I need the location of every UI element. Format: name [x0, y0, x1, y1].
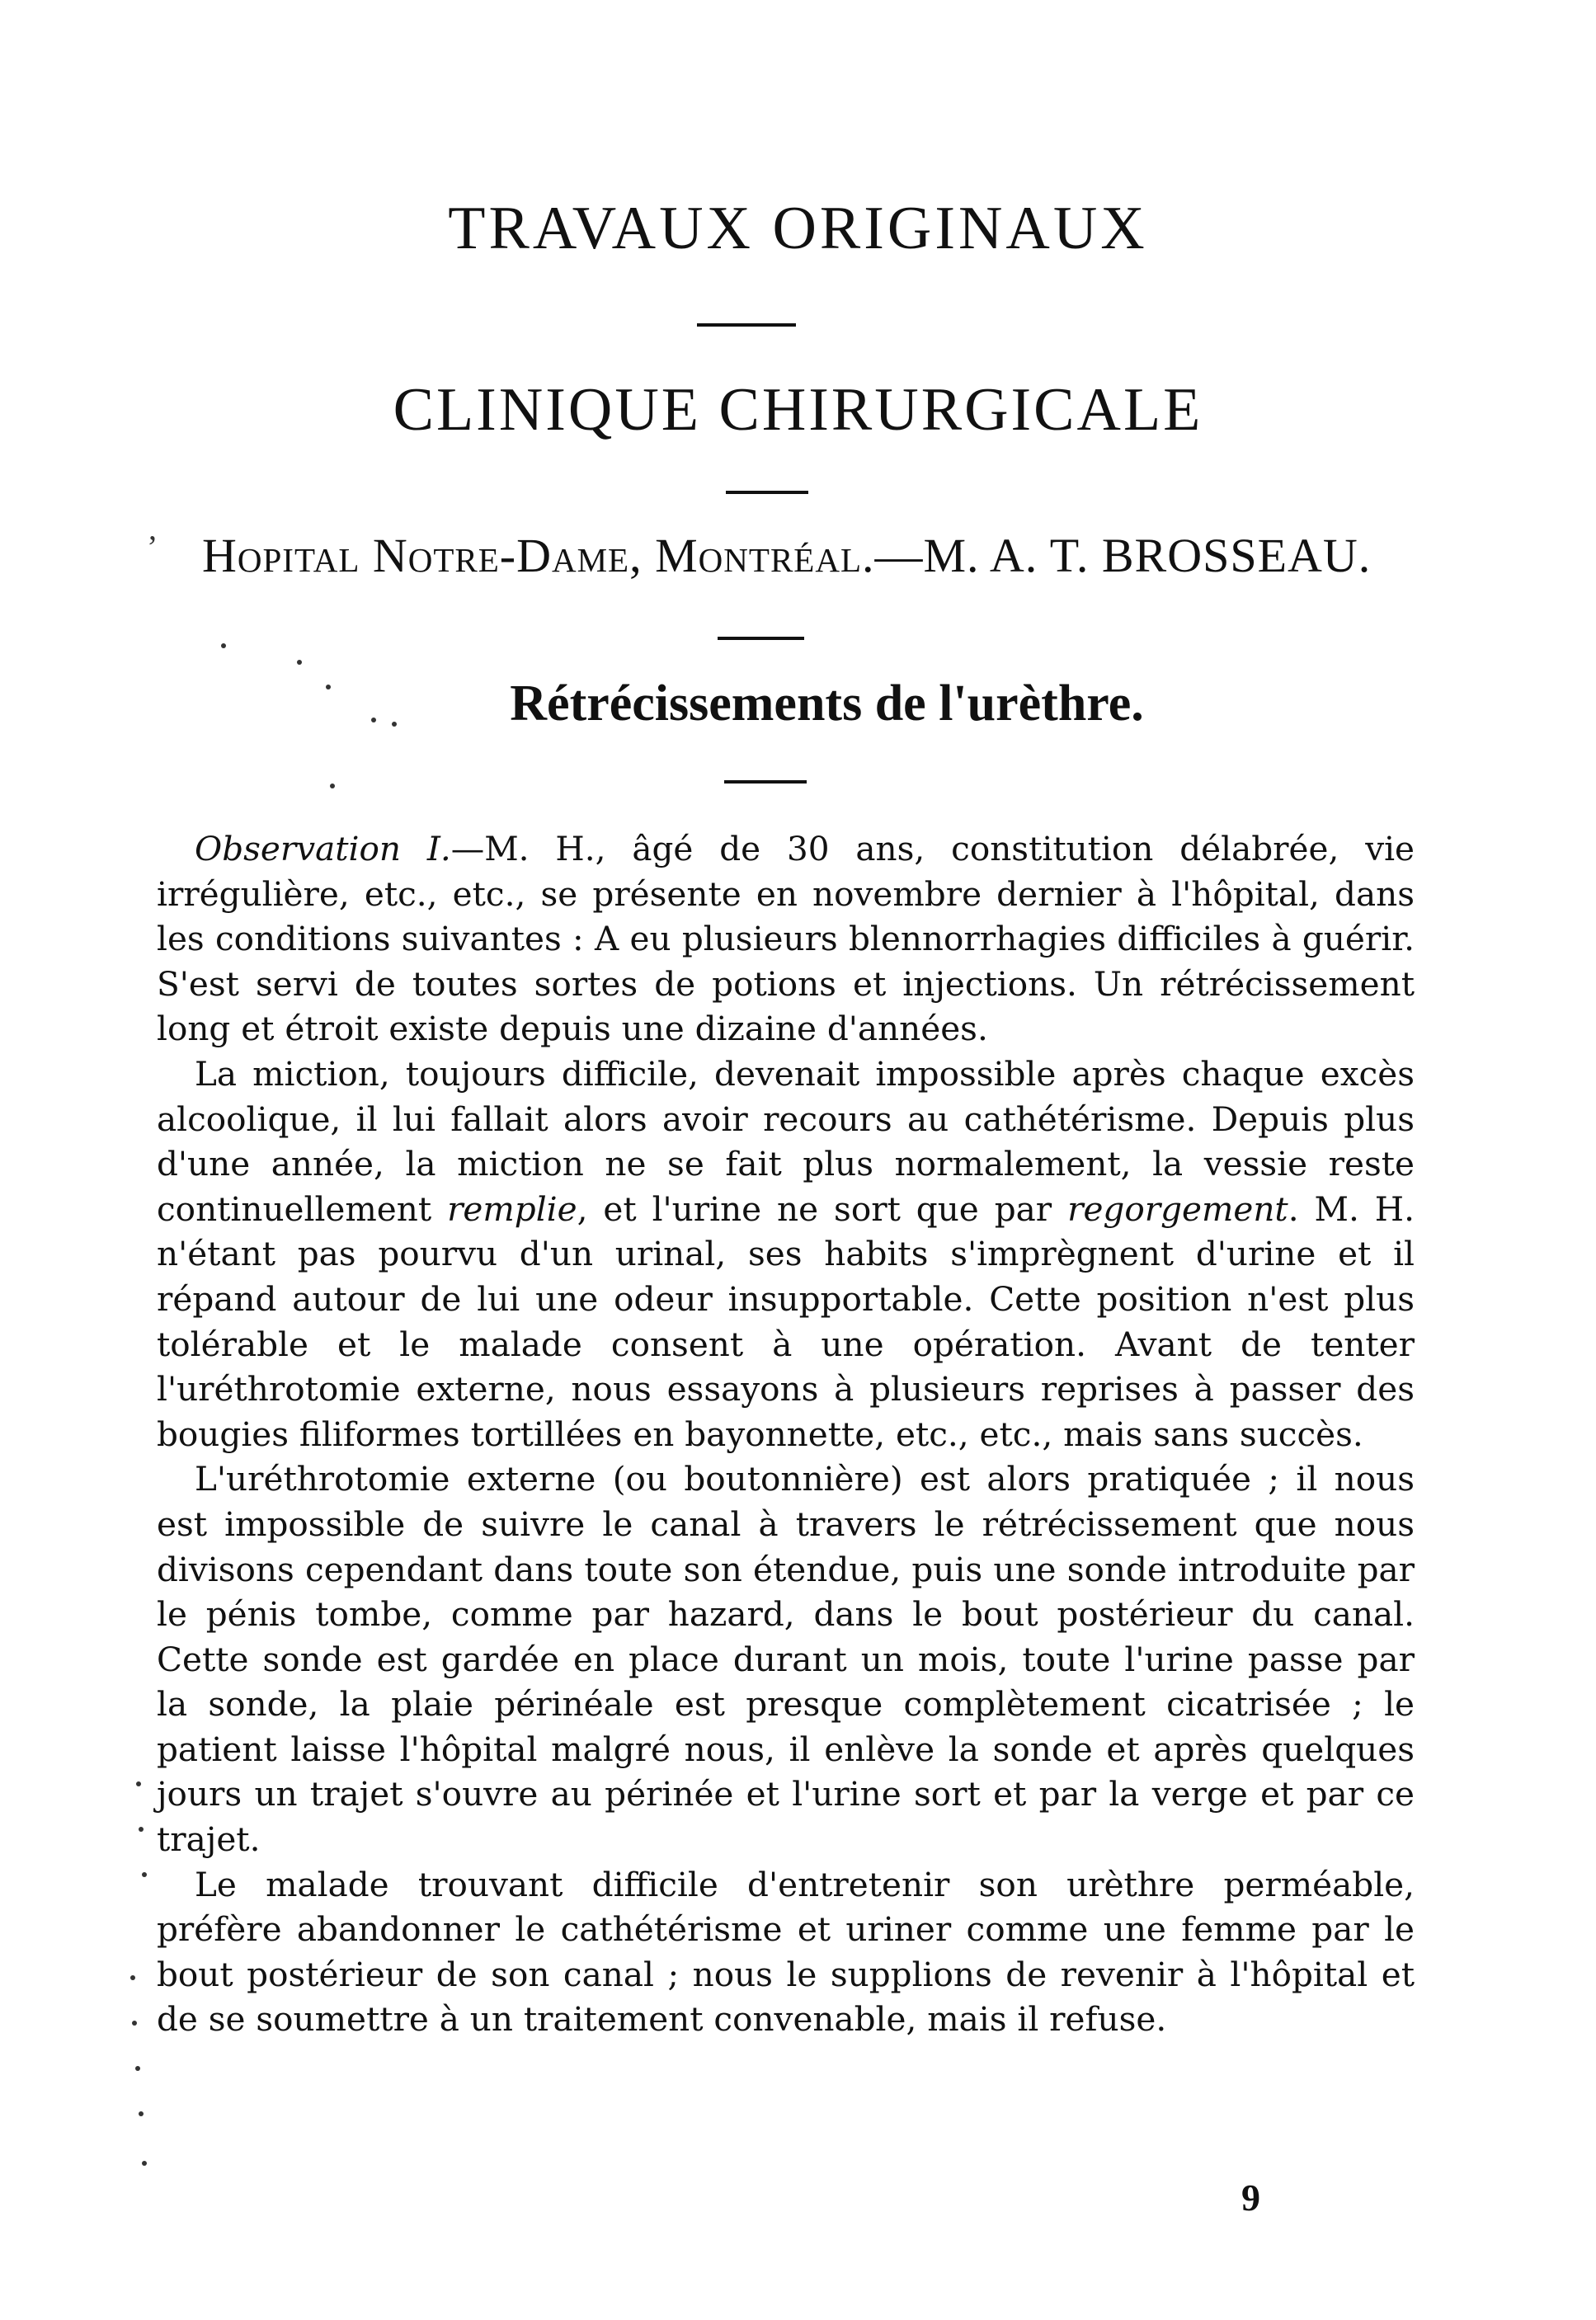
scan-speck: [371, 718, 376, 722]
scan-speck: [297, 660, 302, 665]
title-rule: [697, 323, 796, 327]
scan-speck: [221, 643, 226, 648]
paragraph-miction: [157, 1052, 1415, 1456]
paragraph-refusal: [157, 1862, 1415, 2042]
margin-mark: ʼ: [147, 529, 158, 566]
byline-dash: —: [874, 529, 924, 582]
section-title: TRAVAUX ORIGINAUX: [448, 195, 1148, 262]
paragraph-text: L'uréthrotomie externe (ou boutonnière) est alors pratiquée ; il nous est impossible de suivre le canal à travers le rétrécissement que nous divisons cependant dans toute son étendue, puis une sonde introduite par le pénis tombe, comme par hazard, dans le bout postérieur du canal. Cette sonde est gardée en place durant un mois, toute l'urine passe par la sonde, la plaie périnéale est presque complètement cicatrisée ; le patient laisse l'hôpital malgré nous, il enlève la sonde et après quelques jours un trajet s'ouvre au périnée et l'urine sort et par la verge et par ce trajet.: [157, 1459, 1415, 1860]
observation-label: Observation I.: [195, 829, 451, 868]
scan-speck: [130, 1975, 135, 1980]
scan-speck: [136, 1781, 141, 1786]
scan-speck: [330, 784, 335, 788]
paragraph-urethrotomy: [157, 1456, 1415, 1861]
scan-speck: [142, 2161, 147, 2166]
page-number: 9: [1241, 2176, 1260, 2219]
scan-speck: [139, 2111, 144, 2116]
subtitle-rule: [724, 780, 807, 784]
paragraph-observation: [157, 826, 1415, 1052]
paragraph-text: , et l'urine ne sort que par: [577, 1188, 1068, 1229]
paragraph-text: . M. H. n'étant pas pourvu d'un urinal, ses habits s'imprègnent d'urine et il répand autour de lui une odeur insupportable. Cette position n'est plus tolérable et le malade consent à une opération. Avant de tenter l'uréthrotomie externe, nous essayons à plusieurs reprises à passer des bougies filiformes tortillées en bayonnette, etc., etc., mais sans succès.: [157, 1188, 1415, 1454]
paragraph-text: Le malade trouvant difficile d'entretenir son urèthre perméable, préfère abandonner le cathétérisme et uriner comme une femme par le bout postérieur de son canal ; nous le supplions de revenir à l'hôpital et de se soumettre à un traitement convenable, mais il refuse.: [157, 1864, 1415, 2040]
author-name: M. A. T. BROSSEAU.: [923, 529, 1372, 582]
article-body: [157, 826, 1415, 2042]
byline: [202, 528, 1373, 583]
scan-speck: [139, 1827, 144, 1832]
italic-term: remplie: [447, 1188, 577, 1229]
hospital-name: Hopital Notre-Dame, Montréal.: [202, 529, 875, 582]
scan-speck: [326, 685, 331, 689]
article-subtitle: Rétrécissements de l'urèthre.: [510, 675, 1144, 732]
byline-rule: [718, 637, 804, 640]
scan-speck: [132, 2021, 137, 2026]
italic-term: regorgement: [1067, 1188, 1288, 1229]
scan-speck: [392, 722, 397, 727]
scan-speck: [135, 2066, 140, 2071]
clinic-title: CLINIQUE CHIRURGICALE: [393, 376, 1203, 444]
paragraph-text: —M. H., âgé de 30 ans, constitution délabrée, vie irrégulière, etc., etc., se présente en novembre dernier à l'hôpital, dans les conditions suivantes : A eu plusieurs blennorrhagies difficiles à guérir. S'est servi de toutes sortes de potions et injections. Un rétrécissement long et étroit existe depuis une dizaine d'années.: [157, 829, 1415, 1049]
scan-speck: [142, 1872, 147, 1877]
clinic-rule: [726, 491, 808, 494]
paragraph-text: La miction, toujours difficile, devenait impossible après chaque excès alcoolique, il lui fallait alors avoir recours au cathétérisme. Depuis plus d'une année, la miction ne se fait plus normalement, la vessie reste continuellement: [157, 1053, 1415, 1229]
